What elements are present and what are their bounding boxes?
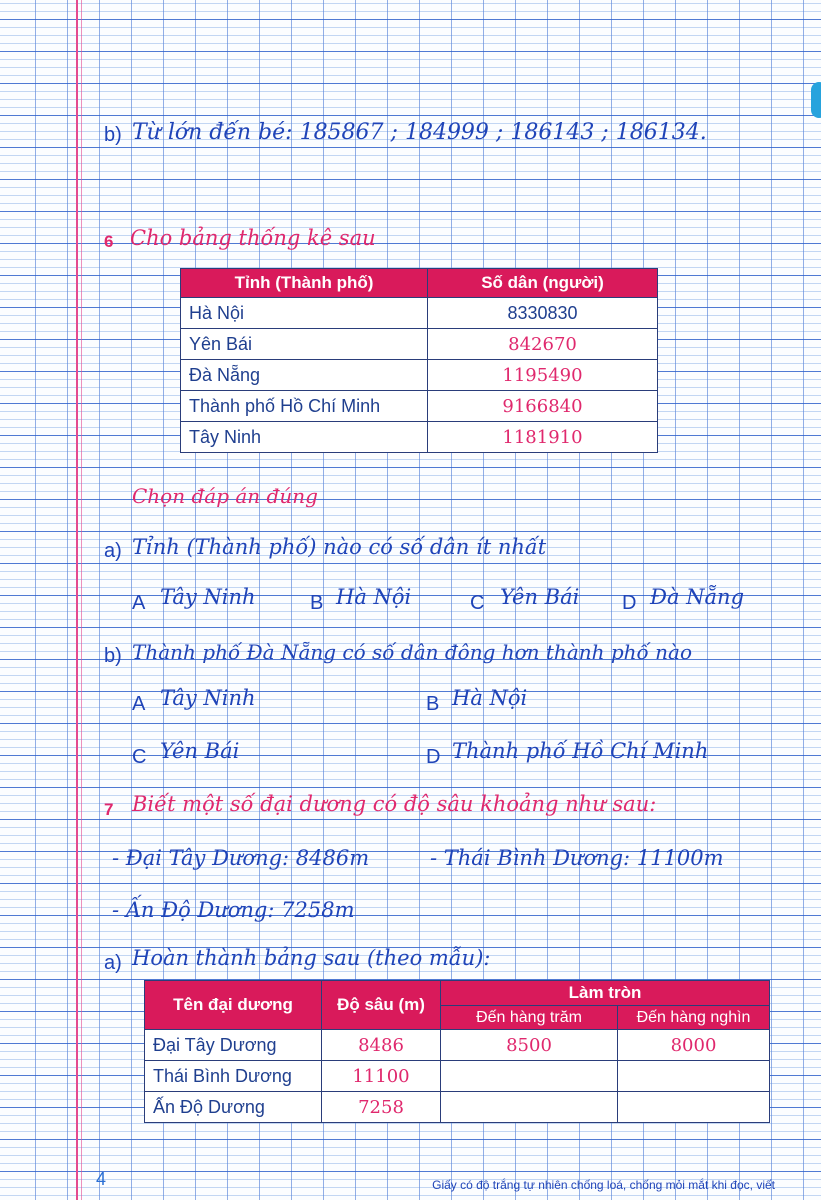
ocean-name-cell: Đại Tây Dương (145, 1030, 322, 1061)
question-7a-label: a) (104, 952, 122, 974)
option-6a-D-letter: D (622, 592, 637, 614)
question-6-number: 6 (104, 232, 114, 251)
population-cell: 842670 (428, 329, 658, 360)
table-row (181, 329, 658, 360)
population-table (180, 268, 658, 453)
ocean-indian-depth: - Ấn Độ Dương: 7258m (112, 898, 355, 922)
option-6a-A-text[interactable]: Tây Ninh (160, 585, 256, 609)
round-hundreds-cell[interactable]: 8500 (441, 1030, 618, 1061)
question-6a-text: Tỉnh (Thành phố) nào có số dân ít nhất (132, 535, 547, 559)
population-header-count: Số dân (người) (428, 269, 658, 298)
option-6a-C-letter: C (470, 592, 485, 614)
part-b-label: b) (104, 124, 122, 146)
table-row (181, 298, 658, 329)
population-cell: 8330830 (428, 298, 658, 329)
option-6b-B-letter: B (426, 693, 440, 715)
province-cell: Tây Ninh (181, 422, 428, 453)
table-row (145, 1061, 770, 1092)
option-6a-B-letter: B (310, 592, 324, 614)
question-6a-label: a) (104, 540, 122, 562)
header-ocean-name: Tên đại dương (145, 981, 322, 1030)
population-header-province: Tỉnh (Thành phố) (181, 269, 428, 298)
question-7-prompt: Biết một số đại dương có độ sâu khoảng như sau: (132, 792, 657, 816)
header-depth: Độ sâu (m) (322, 981, 441, 1030)
province-cell: Yên Bái (181, 329, 428, 360)
margin-line-secondary (81, 0, 82, 1200)
province-cell: Hà Nội (181, 298, 428, 329)
table-row (181, 422, 658, 453)
table-row (181, 360, 658, 391)
header-round-thousands: Đến hàng nghìn (618, 1006, 770, 1030)
depth-cell: 11100 (322, 1061, 441, 1092)
population-cell: 1181910 (428, 422, 658, 453)
page-tab-marker (811, 82, 821, 118)
round-thousands-cell[interactable]: 8000 (618, 1030, 770, 1061)
option-6b-C-letter: C (132, 746, 147, 768)
option-6a-B-text[interactable]: Hà Nội (336, 585, 412, 609)
question-7a-text: Hoàn thành bảng sau (theo mẫu): (132, 946, 491, 970)
ocean-pacific-depth: - Thái Bình Dương: 11100m (430, 846, 724, 870)
round-thousands-cell[interactable] (618, 1061, 770, 1092)
table-row (145, 1092, 770, 1123)
header-rounding: Làm tròn (441, 981, 770, 1006)
option-6b-C-text[interactable]: Yên Bái (160, 739, 240, 763)
question-7-number: 7 (104, 800, 114, 819)
question-6-prompt: Cho bảng thống kê sau (130, 226, 376, 250)
option-6b-D-letter: D (426, 746, 441, 768)
table-row (181, 391, 658, 422)
margin-line (76, 0, 78, 1200)
population-cell: 1195490 (428, 360, 658, 391)
footer-note: Giấy có độ trắng tự nhiên chống loá, chống mỏi mắt khi đọc, viết (432, 1178, 775, 1192)
round-thousands-cell[interactable] (618, 1092, 770, 1123)
ocean-name-cell: Thái Bình Dương (145, 1061, 322, 1092)
part-b-text: Từ lớn đến bé: 185867 ; 184999 ; 186143 ; 186134. (132, 120, 707, 145)
table-row (145, 1030, 770, 1061)
depth-cell: 8486 (322, 1030, 441, 1061)
round-hundreds-cell[interactable] (441, 1061, 618, 1092)
header-round-hundreds: Đến hàng trăm (441, 1006, 618, 1030)
page-number: 4 (96, 1169, 107, 1189)
ocean-depth-table (144, 980, 770, 1123)
depth-cell: 7258 (322, 1092, 441, 1123)
option-6a-A-letter: A (132, 592, 146, 614)
option-6a-C-text[interactable]: Yên Bái (500, 585, 580, 609)
ocean-atlantic-depth: - Đại Tây Dương: 8486m (112, 846, 370, 870)
question-6b-label: b) (104, 645, 122, 667)
option-6b-B-text[interactable]: Hà Nội (452, 686, 528, 710)
option-6a-D-text[interactable]: Đà Nẵng (650, 585, 745, 609)
ocean-name-cell: Ấn Độ Dương (145, 1092, 322, 1123)
province-cell: Đà Nẵng (181, 360, 428, 391)
population-cell: 9166840 (428, 391, 658, 422)
option-6b-D-text[interactable]: Thành phố Hồ Chí Minh (452, 739, 709, 763)
question-6b-text: Thành phố Đà Nẵng có số dân đông hơn thành phố nào (132, 640, 692, 664)
choose-answer-heading: Chọn đáp án đúng (132, 484, 318, 508)
option-6b-A-letter: A (132, 693, 146, 715)
province-cell: Thành phố Hồ Chí Minh (181, 391, 428, 422)
option-6b-A-text[interactable]: Tây Ninh (160, 686, 256, 710)
round-hundreds-cell[interactable] (441, 1092, 618, 1123)
